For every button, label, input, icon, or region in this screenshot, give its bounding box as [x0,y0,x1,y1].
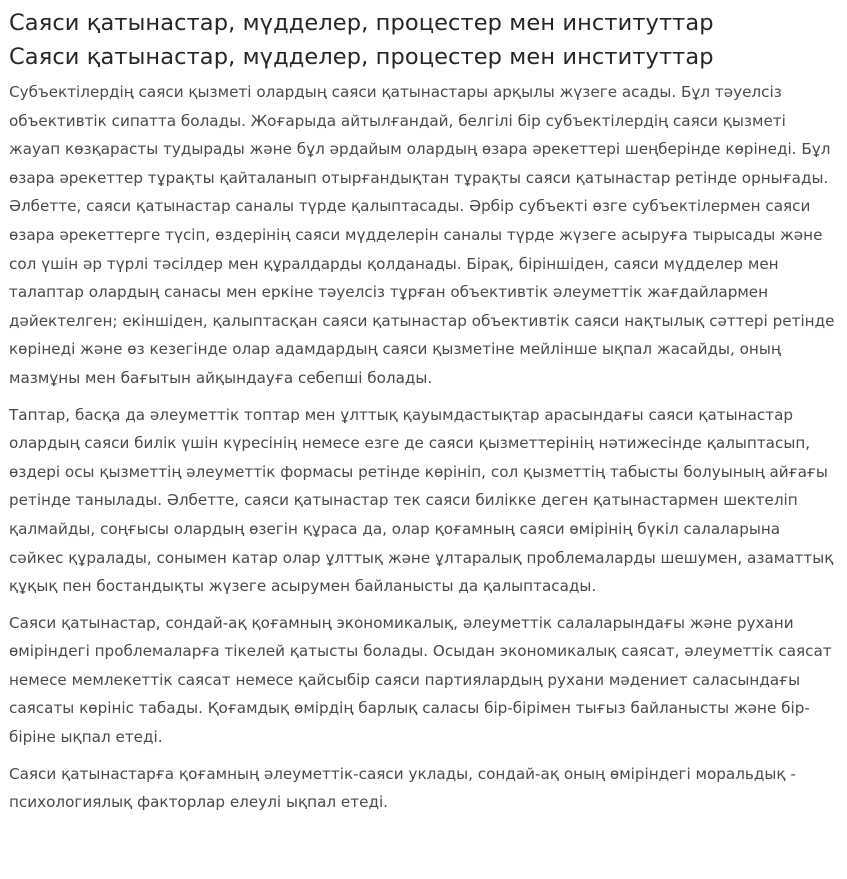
article-title: Саяси қатынастар, мүдделер, процестер мен институттар [9,10,714,36]
paragraph-3: Саяси қатынастар, сондай-ақ қоғамның экономикалық, әлеуметтік салаларындағы және рухани өміріндегі проблемаларға тікелей қатысты болады. Осыдан экономикалық саясат, әлеуметтік саясат немесе мемлекеттік саясат немесе қайсыбір саяси партиялардың рухани мәдениет саласындағы саясаты көрініс табады. Қоғамдық өмірдің барлық саласы бір-бірімен тығыз байланысты және бір-біріне ықпал етеді. [9,613,832,747]
paragraph-1: Субъектілердің саяси қызметі олардың саяси қатынастары арқылы жүзеге асады. Бұл тәуелсіз объективтік сипатта болады. Жоғарыда айтылғандай, белгілі бір субъектілердің саяси қызметі жауап көзқарасты тудырады және бұл әрдайым олардың өзара әрекеттері шеңберінде көрінеді. Бұл өзара әрекеттер тұрақты қайталанып отырғандықтан тұрақты саяси қатынастар ретінде орнығады. Әлбетте, саяси қатынастар саналы түрде қалыптасады. Әрбір субъекті өзге субъектілермен саяси өзара әрекеттерге түсіп, өздерінің саяси мүдделерін саналы түрде жүзеге асыруға тырысады және сол үшін әр түрлі тәсілдер мен құралдарды қолданады. Бірақ, біріншіден, саяси мүдделер мен талаптар олардың санасы мен еркіне тәуелсіз тұрған объективтік әлеуметтік жағдайлармен дәйектелген; екіншіден, қалыптасқан саяси қатынастар объективтік саяси нақтылық сәттері ретінде көрінеді және өз кезегінде олар адамдардың саяси қызметіне мейлінше ықпал жасайды, оның мазмұны мен бағытын айқындауға себепші болады. [9,83,835,387]
paragraph-4: Саяси қатынастарға қоғамның әлеуметтік-саяси уклады, сондай-ақ оның өміріндегі моральдық - психологиялық факторлар елеулі ықпал етеді. [9,764,796,812]
article-subtitle: Саяси қатынастар, мүдделер, процестер мен институттар [9,44,714,70]
paragraph-2: Таптар, басқа да әлеуметтік топтар мен ұлттық қауымдастықтар арасындағы саяси қатынастар олардың саяси билік үшін күресінің немесе езге де саяси қызметтерінің нәтижесінде қалыптасып, өздері осы қызметтің әлеуметтік формасы ретінде көрініп, сол қызметтің табысты болуының айғағы ретінде танылады. Әлбетте, саяси қатынастар тек саяси билікке деген қатынастармен шектеліп қалмайды, соңғысы олардың өзегін құраса да, олар қоғамның саяси өмірінің бүкіл салаларына сәйкес құралады, сонымен катар олар ұлттық және ұлтаралық проблемаларды шешумен, азаматтық құқық пен бостандықты жүзеге асырумен байланысты да қалыптасады. [9,405,834,596]
